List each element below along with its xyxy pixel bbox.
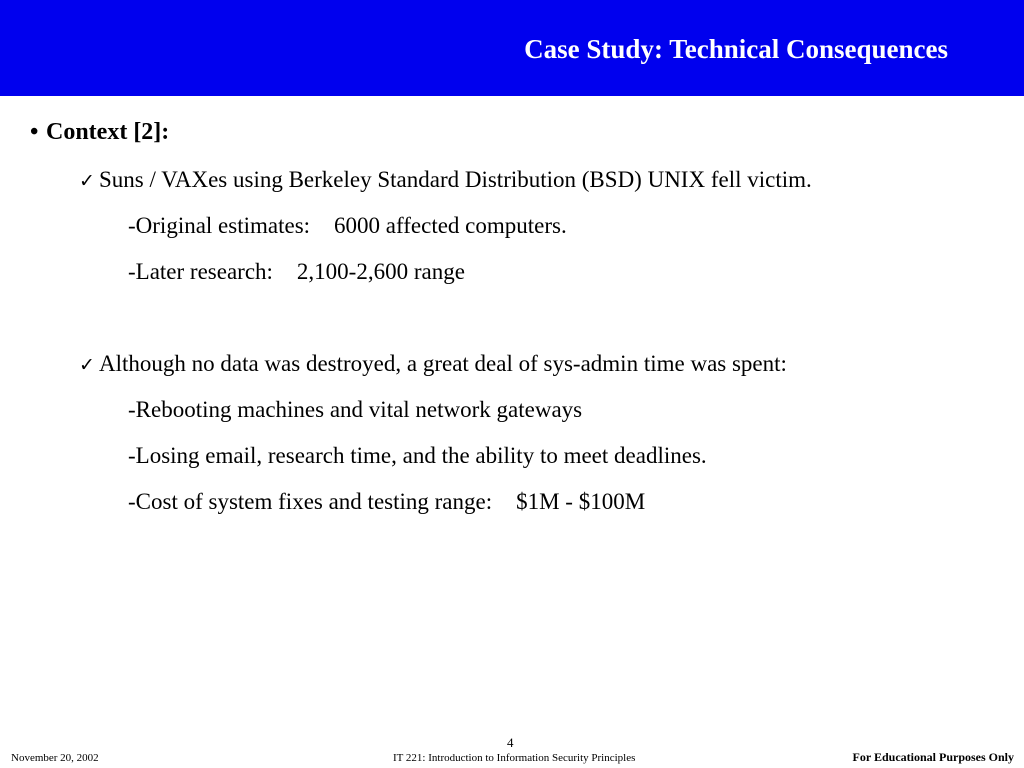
sub-point-label: -Original estimates: [128, 213, 311, 238]
footer-course-title: IT 221: Introduction to Information Security Principles [393, 752, 636, 764]
sub-point-value: 6000 affected computers. [334, 213, 567, 238]
sub-point-text: -Rebooting machines and vital network gateways [128, 397, 583, 422]
page-number: 4 [507, 735, 514, 750]
heading-text: Context [2]: [46, 119, 170, 145]
point-2-text: Although no data was destroyed, a great deal of sys-admin time was spent: [99, 351, 787, 376]
checked-point-1 [79, 166, 812, 195]
sub-point-value: 2,100-2,600 range [296, 259, 465, 284]
sub-point-value: $1M - $100M [516, 489, 646, 514]
bullet-icon: • [30, 119, 39, 145]
sub-point-later-research [128, 258, 465, 286]
check-icon: ✓ [79, 354, 95, 376]
sub-point-losing [128, 442, 707, 470]
check-icon: ✓ [79, 170, 95, 192]
sub-point-text: -Losing email, research time, and the ability to meet deadlines. [128, 443, 707, 468]
sub-point-label: -Cost of system fixes and testing range: [128, 489, 493, 514]
checked-point-2 [79, 350, 787, 379]
slide-title: Case Study: Technical Consequences [524, 34, 948, 64]
bullet-heading [30, 118, 169, 146]
sub-point-label: -Later research: [128, 259, 273, 284]
sub-point-original-estimates [128, 212, 567, 240]
footer-date: November 20, 2002 [11, 752, 99, 764]
footer-notice: For Educational Purposes Only [852, 750, 1014, 764]
sub-point-rebooting [128, 396, 582, 424]
sub-point-cost [128, 488, 645, 516]
point-1-text: Suns / VAXes using Berkeley Standard Distribution (BSD) UNIX fell victim. [99, 167, 812, 192]
